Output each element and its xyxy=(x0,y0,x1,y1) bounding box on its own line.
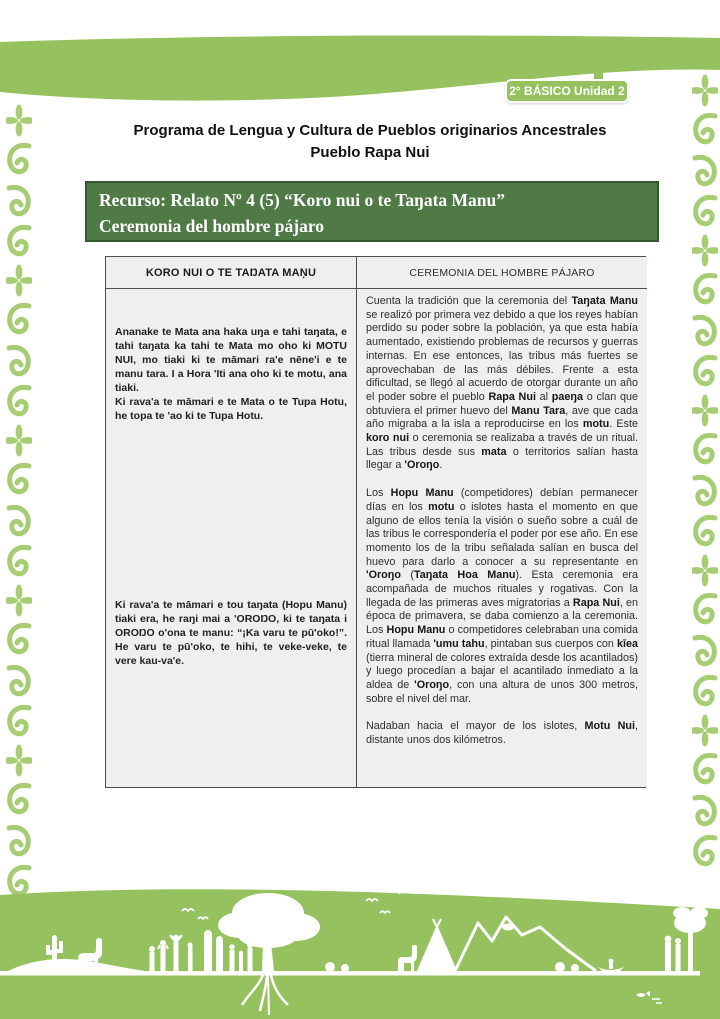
spanish-paragraph-3: Nadaban hacia el mayor de los islotes, Motu Nui, distante unos dos kilómetros. xyxy=(366,720,638,747)
rapanui-paragraph-3: Ki rava'a te māmari e tou taŋata (Hopu Manu) tiaki era, he raŋi mai a 'OROŊO, ki te taŋata i OROŊO o'ona te manu: “¡Ka varu te pū'oko!”. He varu te pū'oko, te hihi, te veke-veke, te vere kau-va'e. xyxy=(115,599,347,667)
program-title-line2: Pueblo Rapa Nui xyxy=(310,144,430,161)
unit-badge: 2° BÁSICO Unidad 2 xyxy=(505,79,629,103)
rapanui-paragraph-1: Ananake te Mata ana haka uŋa e tahi taŋata, e tahi taŋata ka tahi te Mata mo oho ki MOTU NUI, mo tiaki ki te māmari ra'e nēne'i e te manu tara. I a Hora 'Iti ana oho ki te motu, ana tiaki. xyxy=(115,326,347,394)
comparison-table xyxy=(105,256,646,788)
spanish-text-cell xyxy=(357,289,647,787)
spanish-paragraph-2: Los Hopu Manu (competidores) debían permanecer días en los motu o islotes hasta el momento en que alguno de ellos tenía la visión o sueño sobre a cuál de las tribus le correspondería el poder por ese año. En ese momento los de la tribu señalada salían en busca del huevo para darlo a conocer a su representante en 'Oroŋo (Taŋata Hoa Manu). Esta ceremonia era acompañada de muchos rituales y rogativas. Con la llegada de las primeras aves migratorias a Rapa Nui, en época de primavera, se daba comienzo a la ceremonia. Los Hopu Manu o competidores celebraban una comida ritual llamada 'umu tahu, pintaban sus cuerpos con kīea (tierra mineral de colores extraída desde los acantilados) y luego procedían a bajar el acantilado inmediato a la aldea de 'Oroŋo, con una altura de unos 300 metros, sobre el nivel del mar. xyxy=(366,487,639,705)
koru-pattern-left-icon xyxy=(6,104,32,904)
program-title-line1: Programa de Lengua y Cultura de Pueblos originarios Ancestrales xyxy=(133,122,607,139)
resource-title-line2: Ceremonia del hombre pájaro xyxy=(99,216,325,236)
program-title xyxy=(40,120,700,164)
rapanui-paragraph-2: Ki rava'a te māmari e te Mata o te Tupa Hotu, he topa te 'ao ki te Tupa Hotu. xyxy=(115,396,347,422)
rapanui-text-cell xyxy=(106,289,357,787)
table-header-rapanui: KORO NUI O TE TAŊATA MAŅU xyxy=(106,257,357,289)
table-header-spanish: CEREMONIA DEL HOMBRE PÁJARO xyxy=(357,257,647,289)
koru-pattern-right-icon xyxy=(692,74,718,904)
resource-title-line1: Recurso: Relato Nº 4 (5) “Koro nui o te Taŋata Manu” xyxy=(99,190,506,210)
spanish-paragraph-1: Cuenta la tradición que la ceremonia del Taŋata Manu se realizó por primera vez debido a que los reyes habían perdido su poder sobre la población, ya que esta había aumentado, existiendo problemas de recursos y guerras internas. En ese entonces, las tribus más fuertes se aprovechaban de las más débiles. Frente a esta dificultad, se llegó al acuerdo de otorgar durante un año el poder sobre el pueblo Rapa Nui al paeŋa o clan que obtuviera el primer huevo del Manu Tara, ave que cada año migraba a la isla a reproducirse en los motu. Este koro nui o ceremonia se realizaba a través de un ritual. Las tribus desde sus mata o territorios salían hasta llegar a 'Oroŋo. xyxy=(366,295,639,472)
landscape-silhouette-illustration xyxy=(0,883,720,1019)
resource-banner xyxy=(85,181,659,242)
